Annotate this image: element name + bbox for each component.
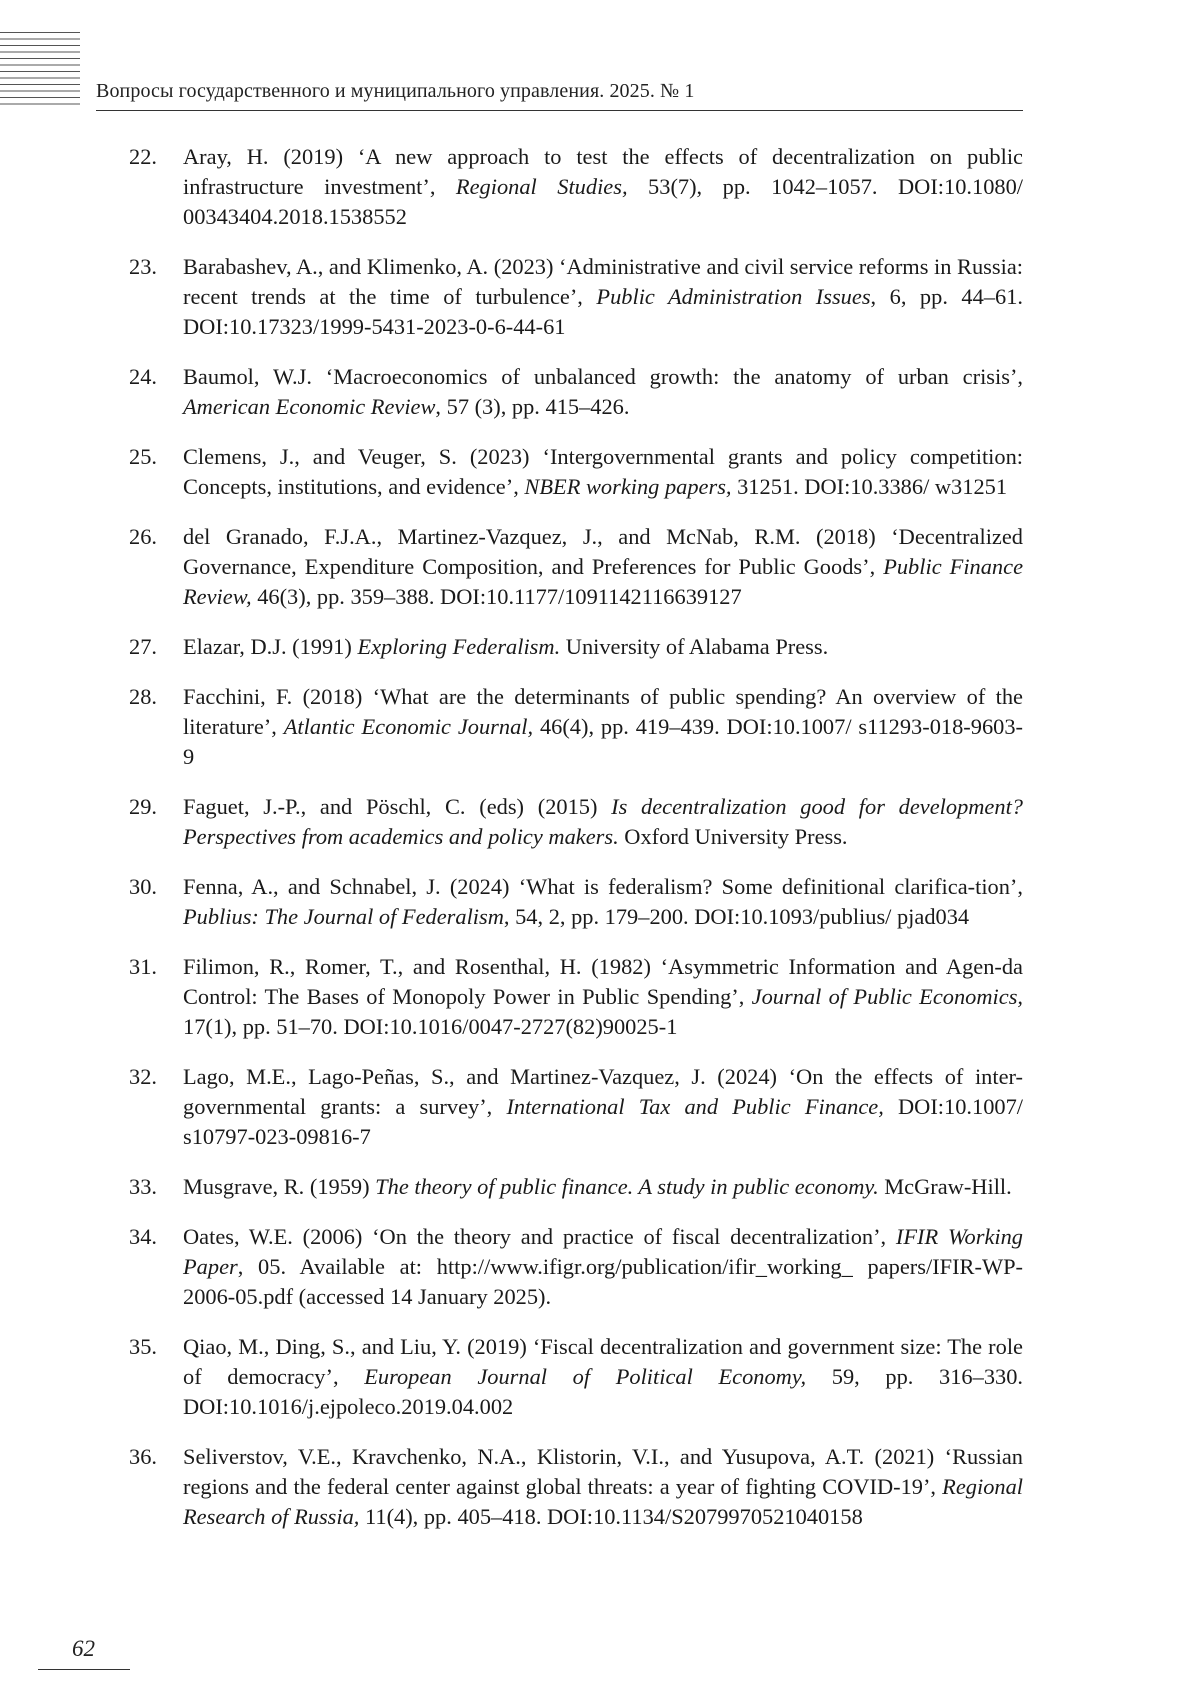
reference-number: 31. <box>129 954 157 979</box>
reference-number: 28. <box>129 684 157 709</box>
reference-details: , 57 (3), pp. 415–426. <box>435 394 630 419</box>
reference-text <box>183 1442 1023 1532</box>
reference-details: 59, pp. 316–330. DOI:10.1016/j.ejpoleco.2019.04.002 <box>183 1364 1023 1419</box>
reference-citation: Faguet, J.-P., and Pöschl, C. (eds) (2015) <box>183 794 612 819</box>
reference-source-title: Atlantic Economic Journal, <box>283 714 534 739</box>
reference-source-title: NBER working papers, <box>524 474 732 499</box>
reference-source-title: Exploring Federalism. <box>357 634 561 659</box>
reference-number: 22. <box>129 144 157 169</box>
reference-source-title: Public Administration Issues <box>596 284 871 309</box>
reference-source-title: European Journal of Political Economy, <box>364 1364 807 1389</box>
reference-text <box>183 952 1023 1042</box>
reference-text <box>183 872 1023 932</box>
reference-item <box>0 1062 1200 1152</box>
reference-source-title: Is decentralization good for development? Perspectives from academics and policy makers. <box>183 794 1023 849</box>
reference-citation: Barabashev, A., and Klimenko, A. (2023) ‘Administrative and civil service reforms in Russia: recent trends at the time of turbulence’, <box>183 254 1023 309</box>
reference-details: 31251. DOI:10.3386/ w31251 <box>731 474 1008 499</box>
reference-item <box>0 1332 1200 1422</box>
reference-number: 30. <box>129 874 157 899</box>
reference-number: 32. <box>129 1064 157 1089</box>
reference-text <box>183 1172 1023 1202</box>
reference-details: Oxford University Press. <box>618 824 848 849</box>
reference-details: University of Alabama Press. <box>560 634 829 659</box>
reference-text <box>183 1222 1023 1312</box>
reference-item <box>0 952 1200 1042</box>
reference-source-title: Public Finance Review, <box>183 554 1024 609</box>
reference-number: 35. <box>129 1334 157 1359</box>
reference-source-title: American Economic Review <box>183 394 436 419</box>
reference-text <box>183 362 1023 422</box>
reference-details: , 6, pp. 44–61. DOI:10.17323/1999-5431-2023-0-6-44-61 <box>183 284 1023 339</box>
reference-source-title: IFIR Working Paper <box>183 1224 1024 1279</box>
reference-source-title: International Tax and Public Finance, <box>506 1094 884 1119</box>
reference-details: 53(7), pp. 1042–1057. DOI:10.1080/ 00343404.2018.1538552 <box>183 174 1024 229</box>
reference-details: , 05. Available at: http://www.ifigr.org/publication/ifir_working_ papers/IFIR-WP-2006-05.pdf (accessed 14 January 2025). <box>183 1254 1023 1309</box>
reference-source-title: Regional Research of Russia, <box>183 1474 1023 1529</box>
reference-citation: Aray, H. (2019) ‘A new approach to test the effects of decentralization on public infrastructure investment’, <box>183 144 1023 199</box>
reference-details: 17(1), pp. 51–70. DOI:10.1016/0047-2727(82)90025-1 <box>183 1014 678 1039</box>
reference-number: 29. <box>129 794 157 819</box>
reference-item <box>0 1442 1200 1532</box>
reference-item <box>0 1222 1200 1312</box>
reference-citation: Clemens, J., and Veuger, S. (2023) ‘Intergovernmental grants and policy competition: Concepts, institutions, and evidence’, <box>183 444 1023 499</box>
reference-text <box>183 252 1023 342</box>
reference-source-title: Regional Studies, <box>455 174 628 199</box>
reference-citation: Facchini, F. (2018) ‘What are the determinants of public spending? An overview of the literature’, <box>183 684 1023 739</box>
header-line-decoration <box>0 32 80 106</box>
reference-details: , 54, 2, pp. 179–200. DOI:10.1093/publius/ pjad034 <box>503 904 970 929</box>
reference-citation: Elazar, D.J. (1991) <box>183 634 358 659</box>
reference-details: McGraw-Hill. <box>878 1174 1012 1199</box>
reference-text <box>183 522 1023 612</box>
reference-citation: Filimon, R., Romer, T., and Rosenthal, H. (1982) ‘Asymmetric Information and Agen-da Control: The Bases of Monopoly Power in Public Spending’, <box>183 954 1023 1009</box>
reference-number: 33. <box>129 1174 157 1199</box>
reference-details: DOI:10.1007/ s10797-023-09816-7 <box>183 1094 1024 1149</box>
reference-text <box>183 1332 1023 1422</box>
reference-item <box>0 252 1200 342</box>
reference-source-title: Journal of Public Economics, <box>751 984 1024 1009</box>
reference-number: 26. <box>129 524 157 549</box>
reference-citation: Lago, M.E., Lago-Peñas, S., and Martinez-Vazquez, J. (2024) ‘On the effects of inter-governmental grants: a survey’, <box>183 1064 1023 1119</box>
header-divider <box>96 110 1023 111</box>
reference-source-title: Publius: The Journal of Federalism <box>183 904 504 929</box>
reference-citation: del Granado, F.J.A., Martinez-Vazquez, J., and McNab, R.M. (2018) ‘Decentralized Governance, Expenditure Composition, and Preferences for Public Goods’, <box>183 524 1023 579</box>
reference-details: 46(3), pp. 359–388. DOI:10.1177/1091142116639127 <box>251 584 742 609</box>
reference-text <box>183 142 1023 232</box>
reference-number: 24. <box>129 364 157 389</box>
reference-citation: Baumol, W.J. ‘Macroeconomics of unbalanced growth: the anatomy of urban crisis’, <box>183 364 1023 389</box>
reference-citation: Musgrave, R. (1959) <box>183 1174 376 1199</box>
reference-details: 46(4), pp. 419–439. DOI:10.1007/ s11293-018-9603-9 <box>183 714 1023 769</box>
reference-source-title: The theory of public finance. A study in public economy. <box>375 1174 879 1199</box>
reference-number: 36. <box>129 1444 157 1469</box>
reference-number: 23. <box>129 254 157 279</box>
reference-item <box>0 522 1200 612</box>
reference-number: 25. <box>129 444 157 469</box>
reference-item <box>0 442 1200 502</box>
reference-list <box>0 142 1200 1552</box>
reference-item <box>0 142 1200 232</box>
reference-citation: Fenna, A., and Schnabel, J. (2024) ‘What is federalism? Some definitional clarifica-tion’, <box>183 874 1023 899</box>
reference-citation: Seliverstov, V.E., Kravchenko, N.A., Klistorin, V.I., and Yusupova, A.T. (2021) ‘Russian regions and the federal center against global threats: a year of fighting COVID-19’, <box>183 1444 1023 1499</box>
reference-item <box>0 1172 1200 1202</box>
reference-text <box>183 442 1023 502</box>
reference-item <box>0 632 1200 662</box>
footer-divider <box>38 1669 130 1670</box>
reference-text <box>183 632 1023 662</box>
reference-item <box>0 792 1200 852</box>
reference-text <box>183 1062 1023 1152</box>
reference-number: 27. <box>129 634 157 659</box>
reference-number: 34. <box>129 1224 157 1249</box>
reference-item <box>0 872 1200 932</box>
reference-details: 11(4), pp. 405–418. DOI:10.1134/S2079970521040158 <box>359 1504 863 1529</box>
reference-item <box>0 362 1200 422</box>
journal-title: Вопросы государственного и муниципального управления. 2025. № 1 <box>96 80 695 102</box>
page-number: 62 <box>72 1636 95 1661</box>
reference-citation: Qiao, M., Ding, S., and Liu, Y. (2019) ‘Fiscal decentralization and government size: The role of democracy’, <box>183 1334 1023 1389</box>
reference-item <box>0 682 1200 772</box>
reference-text <box>183 792 1023 852</box>
reference-citation: Oates, W.E. (2006) ‘On the theory and practice of fiscal decentralization’, <box>183 1224 896 1249</box>
reference-text <box>183 682 1023 772</box>
